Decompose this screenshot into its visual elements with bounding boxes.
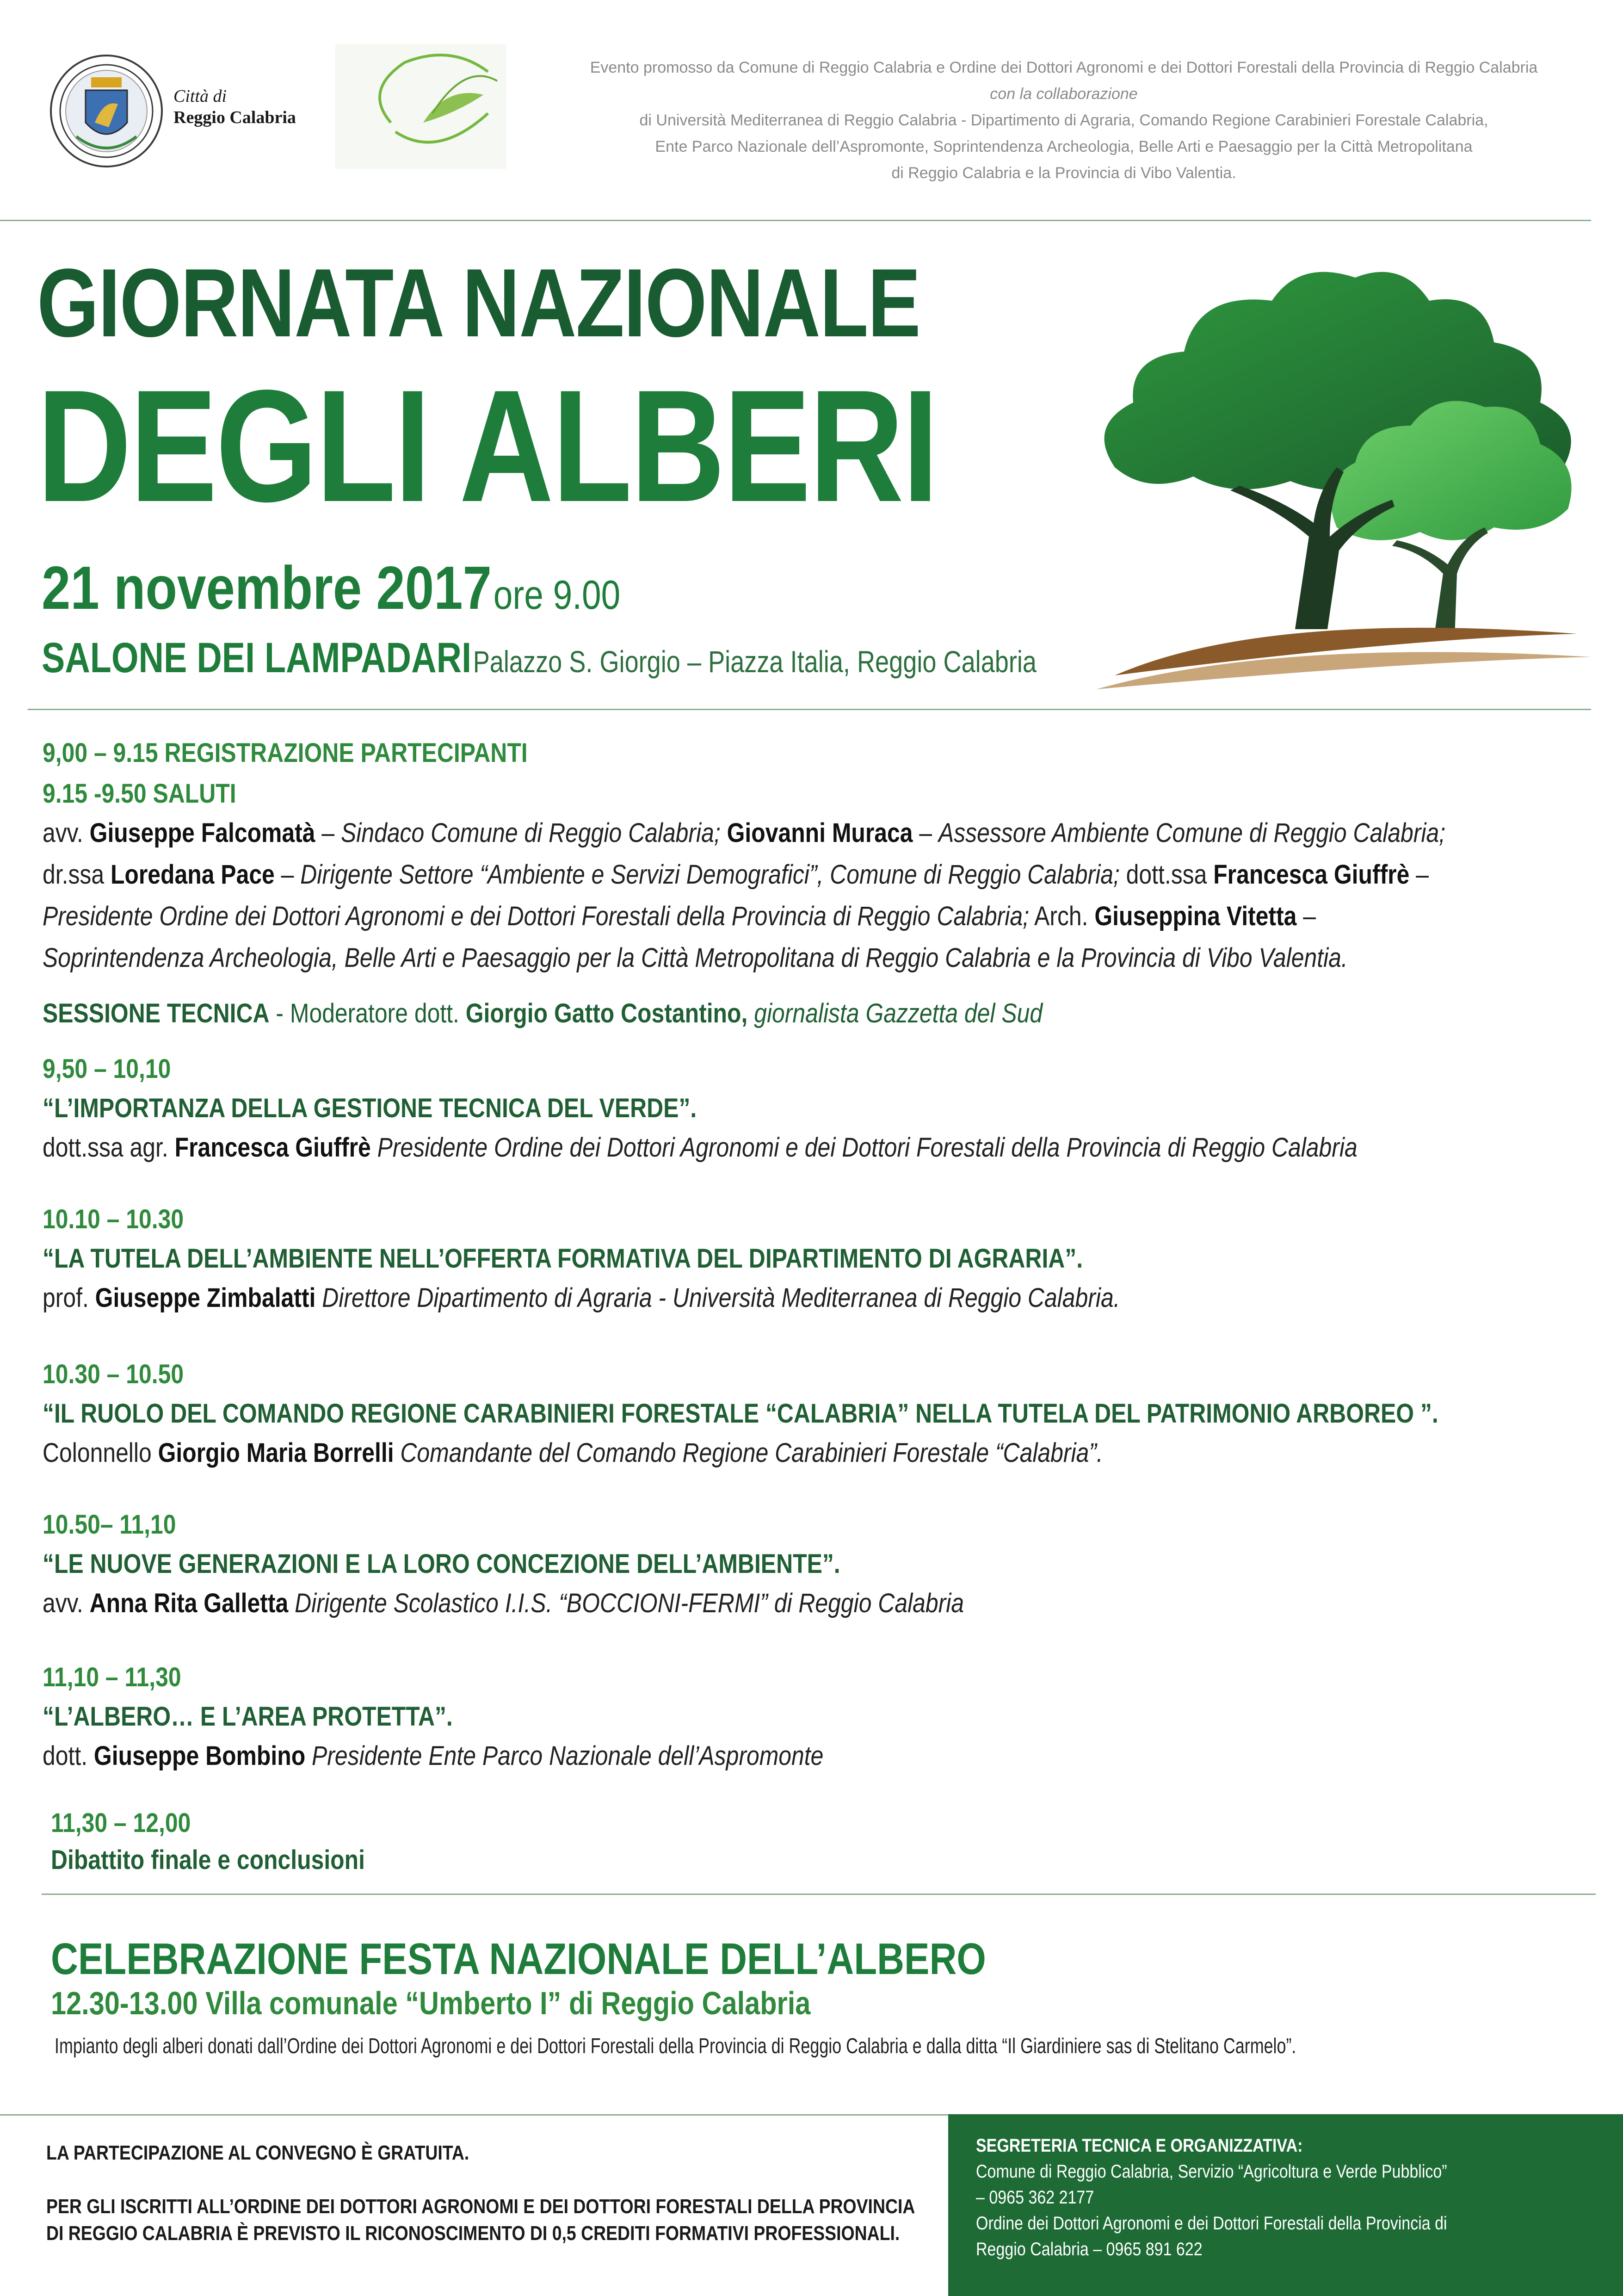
technical-session: SESSIONE TECNICA - Moderatore dott. Giorgio Gatto Costantino, giornalista Gazzetta del Sud: [43, 998, 1043, 1028]
talk-time: 9,50 – 10,10: [43, 1054, 171, 1084]
program-divider: [42, 1894, 1596, 1895]
participation-info: [46, 2140, 915, 2247]
talk-time: 10.50– 11,10: [43, 1510, 176, 1540]
talk-speaker: dott. Giuseppe Bombino Presidente Ente Parco Nazionale dell’Aspromonte: [43, 1741, 824, 1771]
talk-speaker: avv. Anna Rita Galletta Dirigente Scolastico I.I.S. “BOCCIONI-FERMI” di Reggio Calabria: [43, 1588, 964, 1618]
greetings-slot: 9.15 -9.50 SALUTI: [43, 779, 236, 809]
promoters-text: [527, 55, 1600, 186]
greetings-line3: Presidente Ordine dei Dottori Agronomi e dei Dottori Forestali della Provincia di Reggio Calabria; Arch. Giuseppina Vitetta –: [43, 901, 1316, 931]
talk-title: “LA TUTELA DELL’AMBIENTE NELL’OFFERTA FORMATIVA DEL DIPARTIMENTO DI AGRARIA”.: [43, 1244, 1083, 1274]
secretariat-line3: Ordine dei Dottori Agronomi e dei Dottori Forestali della Provincia di: [976, 2213, 1447, 2234]
secretariat-info: [976, 2133, 1447, 2262]
talk-speaker: dott.ssa agr. Francesca Giuffrè Presidente Ordine dei Dottori Agronomi e dei Dottori Forestali della Provincia di Reggio Calabria: [43, 1133, 1358, 1163]
greetings-line1: avv. Giuseppe Falcomatà – Sindaco Comune di Reggio Calabria; Giovanni Muraca – Assessore Ambiente Comune di Reggio Calabria;: [43, 818, 1446, 848]
city-name-line1: Città di: [173, 87, 227, 106]
celebration-when: 12.30-13.00 Villa comunale “Umberto I” di Reggio Calabria: [51, 1985, 811, 2021]
city-name: [173, 86, 296, 128]
final-time: 11,30 – 12,00: [51, 1808, 191, 1838]
talk-title: “LE NUOVE GENERAZIONI E LA LORO CONCEZIONE DELL’AMBIENTE”.: [43, 1549, 840, 1579]
greetings-line2: dr.ssa Loredana Pace – Dirigente Settore “Ambiente e Servizi Demografici”, Comune di Reggio Calabria; dott.ssa Francesca Giuffrè –: [43, 860, 1429, 890]
secretariat-line2: – 0965 362 2177: [976, 2187, 1094, 2208]
talk-speaker: prof. Giuseppe Zimbalatti Direttore Dipartimento di Agraria - Università Mediterranea di Reggio Calabria.: [43, 1283, 1120, 1313]
secretariat-title: SEGRETERIA TECNICA E ORGANIZZATIVA:: [976, 2135, 1303, 2156]
secretariat-line4: Reggio Calabria – 0965 891 622: [976, 2239, 1203, 2259]
event-date: 21 novembre 2017: [42, 554, 492, 622]
greetings-line4: Soprintendenza Archeologia, Belle Arti e Paesaggio per la Città Metropolitana di Reggio Calabria e la Provincia di Vibo Valentia.: [43, 943, 1348, 973]
talk-time: 11,10 – 11,30: [43, 1662, 181, 1692]
event-time: ore 9.00: [493, 572, 621, 618]
free-participation: LA PARTECIPAZIONE AL CONVEGNO È GRATUITA.: [46, 2141, 469, 2164]
secretariat-line1: Comune di Reggio Calabria, Servizio “Agricoltura e Verde Pubblico”: [976, 2161, 1447, 2182]
venue-name: SALONE DEI LAMPADARI: [42, 634, 472, 681]
credits-line1: PER GLI ISCRITTI ALL’ORDINE DEI DOTTORI AGRONOMI E DEI DOTTORI FORESTALI DELLA PROVINCIA: [46, 2195, 915, 2218]
talk-speaker: Colonnello Giorgio Maria Borrelli Comandante del Comando Regione Carabinieri Forestale “Calabria”.: [43, 1438, 1103, 1468]
promo-line3: di Università Mediterranea di Reggio Calabria - Dipartimento di Agraria, Comando Regione Carabinieri Forestale Calabria,: [639, 111, 1488, 129]
ordine-agronomi-logo: [335, 44, 506, 169]
promo-line2: con la collaborazione: [990, 85, 1138, 103]
city-name-line2: Reggio Calabria: [173, 108, 296, 127]
final-title: Dibattito finale e conclusioni: [51, 1845, 365, 1875]
talk-title: “IL RUOLO DEL COMANDO REGIONE CARABINIERI FORESTALE “CALABRIA” NELLA TUTELA DEL PATRIMONIO ARBOREO ”.: [43, 1399, 1438, 1429]
promo-line1: Evento promosso da Comune di Reggio Calabria e Ordine dei Dottori Agronomi e dei Dottori Forestali della Provincia di Reggio Calabria: [590, 59, 1538, 76]
date-line: [42, 553, 620, 623]
promo-line4: Ente Parco Nazionale dell’Aspromonte, Soprintendenza Archeologia, Belle Arti e Paesaggio per la Città Metropolitana: [655, 138, 1473, 155]
title-line2: DEGLI ALBERI: [37, 357, 938, 535]
venue-line: [42, 634, 1037, 682]
tree-illustration: [1078, 250, 1596, 694]
title-divider: [28, 709, 1591, 710]
promo-line5: di Reggio Calabria e la Provincia di Vibo Valentia.: [891, 164, 1236, 182]
registration-slot: 9,00 – 9.15 REGISTRAZIONE PARTECIPANTI: [43, 738, 528, 768]
footer-divider: [0, 2114, 948, 2116]
venue-address: Palazzo S. Giorgio – Piazza Italia, Reggio Calabria: [473, 644, 1037, 679]
title-line1: GIORNATA NAZIONALE: [37, 248, 920, 357]
talk-title: “L’ALBERO… E L’AREA PROTETTA”.: [43, 1702, 453, 1732]
city-seal-logo: [49, 53, 164, 169]
celebration-description: Impianto degli alberi donati dall’Ordine dei Dottori Agronomi e dei Dottori Forestali della Provincia di Reggio Calabria e dalla ditta “Il Giardiniere sas di Stelitano Carmelo”.: [55, 2034, 1296, 2058]
celebration-title: CELEBRAZIONE FESTA NAZIONALE DELL’ALBERO: [51, 1934, 986, 1984]
header-divider: [0, 220, 1591, 221]
credits-line2: DI REGGIO CALABRIA È PREVISTO IL RICONOSCIMENTO DI 0,5 CREDITI FORMATIVI PROFESSIONALI.: [46, 2222, 900, 2245]
talk-title: “L’IMPORTANZA DELLA GESTIONE TECNICA DEL VERDE”.: [43, 1093, 697, 1123]
talk-time: 10.30 – 10.50: [43, 1359, 184, 1389]
talk-time: 10.10 – 10.30: [43, 1204, 184, 1234]
